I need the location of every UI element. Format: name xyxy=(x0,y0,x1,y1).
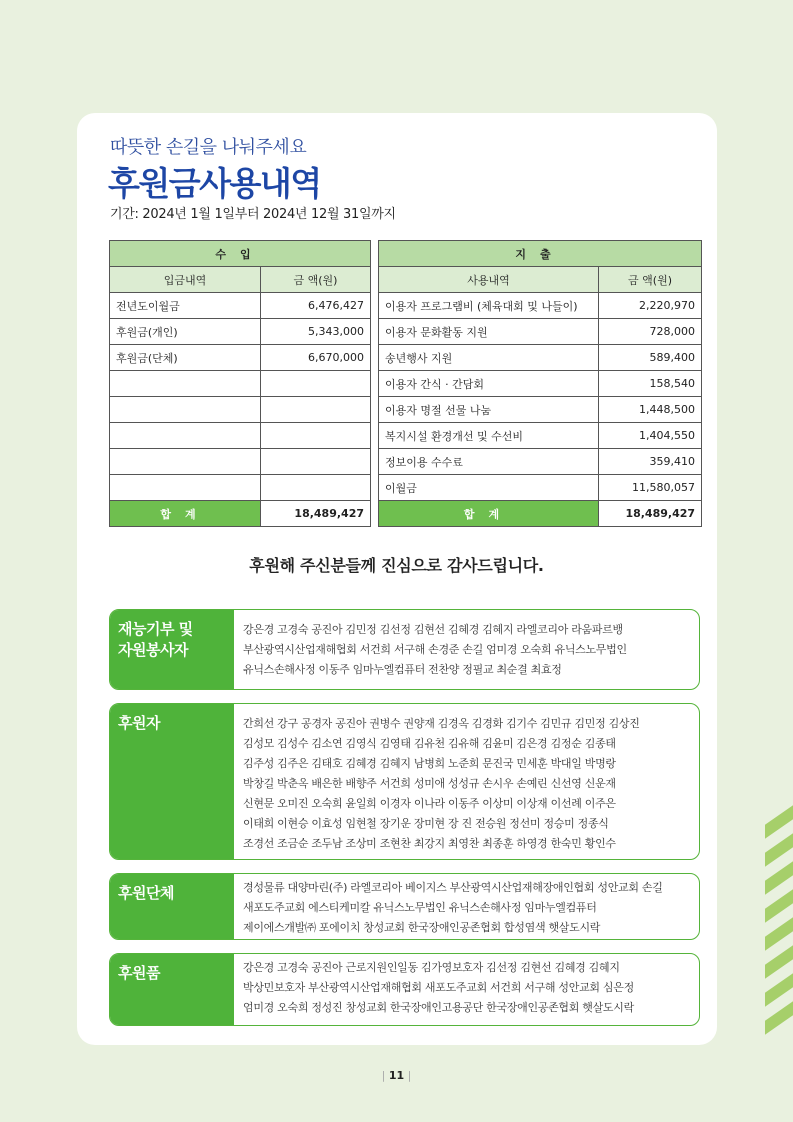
donor-line: 새포도주교회 에스티케미칼 유닉스노무법인 유닉스손해사정 임마누엘컴퓨터 xyxy=(243,901,597,914)
report-period: 기간: 2024년 1월 1일부터 2024년 12월 31일까지 xyxy=(110,207,396,222)
expense-amount: 2,220,970 xyxy=(599,293,702,319)
expense-amount: 359,410 xyxy=(599,449,702,475)
thank-you-message: 후원해 주신분들께 진심으로 감사드립니다. xyxy=(249,556,544,575)
donor-line: 유닉스손해사정 이동주 임마누엘컴퓨터 전찬양 정필교 최순결 최효정 xyxy=(243,663,562,676)
budget-row xyxy=(110,475,702,501)
stripe xyxy=(765,861,793,895)
donor-group-individuals xyxy=(109,703,700,860)
budget-row xyxy=(110,293,702,319)
donor-line: 이태희 이현승 이효성 임현철 장기운 장미현 장 진 전승원 정선미 정승미 정종식 xyxy=(243,817,609,830)
expense-item-column: 사용내역 xyxy=(379,267,599,293)
income-item xyxy=(110,397,261,423)
donor-line: 강은경 고경숙 공진아 김민정 김선정 김현선 김혜경 김혜지 라엘코리아 라움파르뱅 xyxy=(243,623,623,636)
stripe xyxy=(765,833,793,867)
income-total-label: 합계 xyxy=(110,501,261,527)
expense-item: 정보이용 수수료 xyxy=(379,449,599,475)
donor-group-label-line: 후원자 xyxy=(118,714,160,732)
income-item xyxy=(110,449,261,475)
stripe xyxy=(765,805,793,839)
income-amount xyxy=(261,371,371,397)
budget-table xyxy=(109,240,702,527)
donor-line: 김주성 김주은 김태호 김혜경 김혜지 남병희 노준희 문진국 민세훈 박대일 박명랑 xyxy=(243,757,616,770)
donor-group-organizations xyxy=(109,873,700,940)
income-amount: 6,670,000 xyxy=(261,345,371,371)
donor-line: 경성물류 대양마린(주) 라엘코리아 베이지스 부산광역시산업재해장애인협회 성안교회 손길 xyxy=(243,881,663,894)
expense-amount: 11,580,057 xyxy=(599,475,702,501)
page-subtitle: 따뜻한 손길을 나눠주세요 xyxy=(110,137,307,158)
budget-row xyxy=(110,397,702,423)
expense-item: 이용자 프로그램비 (체육대회 및 나들이) xyxy=(379,293,599,319)
income-item: 후원금(개인) xyxy=(110,319,261,345)
donor-group-volunteers xyxy=(109,609,700,690)
stripe xyxy=(765,973,793,1007)
expense-item: 이용자 문화활동 지원 xyxy=(379,319,599,345)
income-amount-column: 금 액(원) xyxy=(261,267,371,293)
income-item: 전년도이월금 xyxy=(110,293,261,319)
expense-amount: 589,400 xyxy=(599,345,702,371)
income-amount: 5,343,000 xyxy=(261,319,371,345)
expense-section-header: 지출 xyxy=(379,241,702,267)
budget-row xyxy=(110,319,702,345)
donor-line: 신현문 오미진 오숙희 윤일희 이경자 이나라 이동주 이상미 이상재 이선례 이주은 xyxy=(243,797,616,810)
expense-item: 복지시설 환경개선 및 수선비 xyxy=(379,423,599,449)
donor-line: 박상민보호자 부산광역시산업재해협회 새포도주교회 서건희 서구해 성안교회 심은정 xyxy=(243,981,634,994)
donor-group-label xyxy=(110,954,234,1025)
expense-amount: 1,448,500 xyxy=(599,397,702,423)
expense-item: 송년행사 지원 xyxy=(379,345,599,371)
expense-total: 18,489,427 xyxy=(599,501,702,527)
donor-group-label xyxy=(110,874,234,939)
income-section-header: 수입 xyxy=(110,241,371,267)
income-amount xyxy=(261,475,371,501)
donor-group-goods xyxy=(109,953,700,1026)
stripe xyxy=(765,889,793,923)
income-item xyxy=(110,423,261,449)
donor-names xyxy=(234,954,699,1025)
donor-group-label-line: 자원봉사자 xyxy=(118,641,188,659)
donor-line: 박창길 박춘옥 배은한 배향주 서건희 성미애 성성규 손시우 손예린 신선영 신운재 xyxy=(243,777,616,790)
expense-amount: 728,000 xyxy=(599,319,702,345)
donor-names xyxy=(234,610,699,689)
donor-line: 강은경 고경숙 공진아 근로지원인일동 김가영보호자 김선정 김현선 김혜경 김혜지 xyxy=(243,961,620,974)
donor-group-label-line: 후원품 xyxy=(118,964,160,982)
expense-item: 이용자 간식 · 간담회 xyxy=(379,371,599,397)
income-item xyxy=(110,371,261,397)
expense-item: 이월금 xyxy=(379,475,599,501)
stripe xyxy=(765,1001,793,1035)
income-amount: 6,476,427 xyxy=(261,293,371,319)
donor-line: 김성모 김성수 김소연 김영식 김영태 김유천 김유해 김윤미 김은경 김정순 김종태 xyxy=(243,737,616,750)
decorative-stripes xyxy=(766,805,793,1025)
donor-line: 제이에스개발㈜ 포에이치 창성교회 한국장애인공존협회 합성염색 햇살도시락 xyxy=(243,921,601,934)
income-amount xyxy=(261,423,371,449)
budget-row xyxy=(110,423,702,449)
expense-item: 이용자 명절 선물 나눔 xyxy=(379,397,599,423)
donor-group-label-line: 재능기부 및 xyxy=(118,620,193,638)
expense-amount: 158,540 xyxy=(599,371,702,397)
stripe xyxy=(765,945,793,979)
donor-group-label xyxy=(110,610,234,689)
expense-amount: 1,404,550 xyxy=(599,423,702,449)
income-item xyxy=(110,475,261,501)
donor-line: 엄미경 오숙희 정성진 창성교회 한국장애인고용공단 한국장애인공존협회 햇살도시락 xyxy=(243,1001,634,1014)
stripe xyxy=(765,917,793,951)
donor-group-label-line: 후원단체 xyxy=(118,884,174,902)
income-item: 후원금(단체) xyxy=(110,345,261,371)
budget-row xyxy=(110,345,702,371)
income-amount xyxy=(261,449,371,475)
donor-line: 부산광역시산업재해협회 서건희 서구해 손경준 손길 엄미경 오숙희 유닉스노무법인 xyxy=(243,643,627,656)
page-title: 후원금사용내역 xyxy=(108,164,321,203)
donor-names xyxy=(234,874,699,939)
donor-names xyxy=(234,704,699,859)
donor-group-label xyxy=(110,704,234,859)
donor-line: 간희선 강구 공경자 공진아 권병수 권양재 김경옥 김경화 김기수 김민규 김민정 김상진 xyxy=(243,717,640,730)
donor-line: 조경선 조금순 조두남 조상미 조현찬 최강지 최영찬 최종훈 하영경 한숙민 황인수 xyxy=(243,837,616,850)
budget-row xyxy=(110,449,702,475)
expense-total-label: 합계 xyxy=(379,501,599,527)
budget-row xyxy=(110,371,702,397)
expense-amount-column: 금 액(원) xyxy=(599,267,702,293)
page-number: | 11 | xyxy=(381,1069,412,1082)
income-amount xyxy=(261,397,371,423)
income-item-column: 입금내역 xyxy=(110,267,261,293)
income-total: 18,489,427 xyxy=(261,501,371,527)
